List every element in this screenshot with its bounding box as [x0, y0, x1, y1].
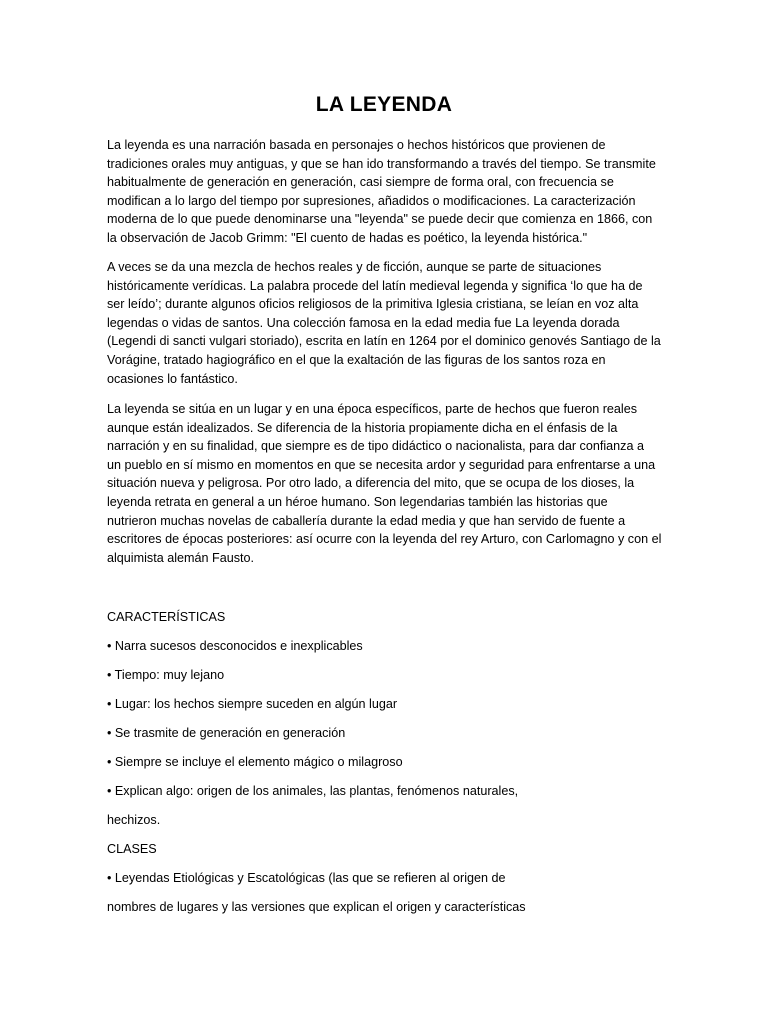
- paragraph-setting: [107, 400, 667, 567]
- text-line: situación nueva y peligrosa. Por otro lado, a diferencia del mito, que se ocupa de los dioses, la: [107, 476, 635, 491]
- bullet-item: • Se trasmite de generación en generación: [107, 726, 346, 740]
- text-line: ocasiones lo fantástico.: [107, 371, 238, 386]
- text-line: A veces se da una mezcla de hechos reales y de ficción, aunque se parte de situaciones: [107, 260, 602, 274]
- text-line: tradiciones orales muy antiguas, y que se han ido transformando a través del tiempo. Se transmite: [107, 156, 656, 171]
- text-line: (Legendi di sancti vulgari storiado), escrita en latín en 1264 por el dominico genovés Santiago de la: [107, 334, 661, 349]
- bullet-item: • Siempre se incluye el elemento mágico o milagroso: [107, 755, 403, 769]
- text-line: modifican a lo largo del tiempo por supresiones, añadidos o modificaciones. La caracterización: [107, 193, 636, 208]
- text-line: moderna de lo que puede denominarse una "leyenda" se puede decir que comienza en 1866, con: [107, 212, 653, 227]
- text-line: Vorágine, tratado hagiográfico en el que la exaltación de las figuras de los santos roza en: [107, 352, 606, 367]
- bullet-item: • Explican algo: origen de los animales, las plantas, fenómenos naturales,: [107, 784, 519, 798]
- bullet-item: • Lugar: los hechos siempre suceden en algún lugar: [107, 697, 398, 711]
- text-line: ser leído’; durante algunos oficios religiosos de la primitiva Iglesia cristiana, se leían en voz alta: [107, 297, 639, 312]
- text-line: escritores de épocas posteriores: así ocurre con la leyenda del rey Arturo, con Carlomagno y con el: [107, 532, 662, 547]
- section-heading-characteristics: CARACTERÍSTICAS: [107, 610, 226, 624]
- page-title: LA LEYENDA: [315, 93, 453, 116]
- text-line: leyenda retrata en general a un héroe humano. Son legendarias también las historias que: [107, 494, 608, 509]
- bullet-item: • Tiempo: muy lejano: [107, 668, 225, 682]
- bullet-item: • Leyendas Etiológicas y Escatológicas (las que se refieren al origen de: [107, 871, 506, 885]
- text-line: la observación de Jacob Grimm: "El cuento de hadas es poético, la leyenda histórica.": [107, 230, 588, 245]
- text-line: narración y en su finalidad, que siempre es de tipo didáctico o nacionalista, para dar confianza a: [107, 439, 644, 454]
- text-line: un pueblo en sí mismo en momentos en que se necesita ardor y seguridad para enfrentarse a una: [107, 457, 656, 472]
- text-line: aunque están idealizados. Se diferencia de la historia propiamente dicha en el énfasis de la: [107, 420, 618, 435]
- text-line: habitualmente de generación en generación, casi siempre de forma oral, con frecuencia se: [107, 175, 614, 190]
- paragraph-intro: [107, 136, 667, 248]
- bullet-item: • Narra sucesos desconocidos e inexplicables: [107, 639, 363, 653]
- text-line: La leyenda es una narración basada en personajes o hechos históricos que provienen de: [107, 138, 606, 152]
- section-heading-classes: CLASES: [107, 842, 157, 856]
- text-line: nutrieron muchas novelas de caballería durante la edad media y que han servido de fuente a: [107, 513, 626, 528]
- text-line: La leyenda se sitúa en un lugar y en una época específicos, parte de hechos que fueron reales: [107, 402, 638, 416]
- text-line: alquimista alemán Fausto.: [107, 550, 254, 565]
- bullet-continuation: hechizos.: [107, 813, 161, 827]
- text-line: legendas o vidas de santos. Una colección famosa en la edad media fue La leyenda dorada: [107, 315, 620, 330]
- text-line: históricamente verídicas. La palabra procede del latín medieval legenda y significa ‘lo que ha de: [107, 278, 643, 293]
- bullet-continuation: nombres de lugares y las versiones que explican el origen y características: [107, 900, 526, 914]
- paragraph-origin: [107, 258, 667, 388]
